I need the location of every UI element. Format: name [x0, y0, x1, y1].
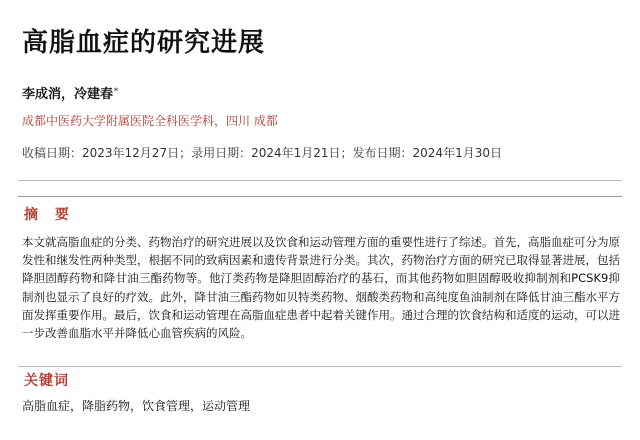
author-names: 李成消，冷建春	[22, 87, 114, 102]
keywords-heading: 关键词	[24, 373, 69, 389]
divider-top	[18, 180, 622, 181]
divider-keywords	[18, 366, 622, 367]
keywords-list: 高脂血症，降脂药物，饮食管理，运动管理	[22, 399, 251, 413]
publication-dates: 收稿日期：2023年12月27日；录用日期：2024年1月21日；发布日期：2024年1月30日	[22, 146, 502, 160]
abstract-heading: 摘 要	[24, 207, 75, 223]
paper-title: 高脂血症的研究进展	[22, 28, 266, 58]
affiliation: 成都中医药大学附属医院全科医学科，四川 成都	[22, 114, 278, 128]
divider-abstract	[18, 196, 622, 197]
abstract-body: 本文就高脂血症的分类、药物治疗的研究进展以及饮食和运动管理方面的重要性进行了综述。首先，高脂血症可分为原发性和继发性两种类型，根据不同的致病因素和遗传背景进行分类。其次，药物治疗方面的研究已取得显著进展，包括降胆固醇药物和降甘油三酯药物等。他汀类药物是降胆固醇治疗的基石，而其他药物如胆固醇吸收抑制剂和PCSK9抑制剂也显示了良好的疗效。此外，降甘油三酯药物如贝特类药物、烟酸类药物和高纯度鱼油制剂在降低甘油三酯水平方面发挥重要作用。最后，饮食和运动管理在高脂血症患者中起着关键作用。通过合理的饮食结构和适度的运动，可以进一步改善血脂水平并降低心血管疾病的风险。	[22, 235, 620, 341]
corresponding-author-mark: *	[114, 87, 119, 96]
author-line	[22, 86, 118, 104]
